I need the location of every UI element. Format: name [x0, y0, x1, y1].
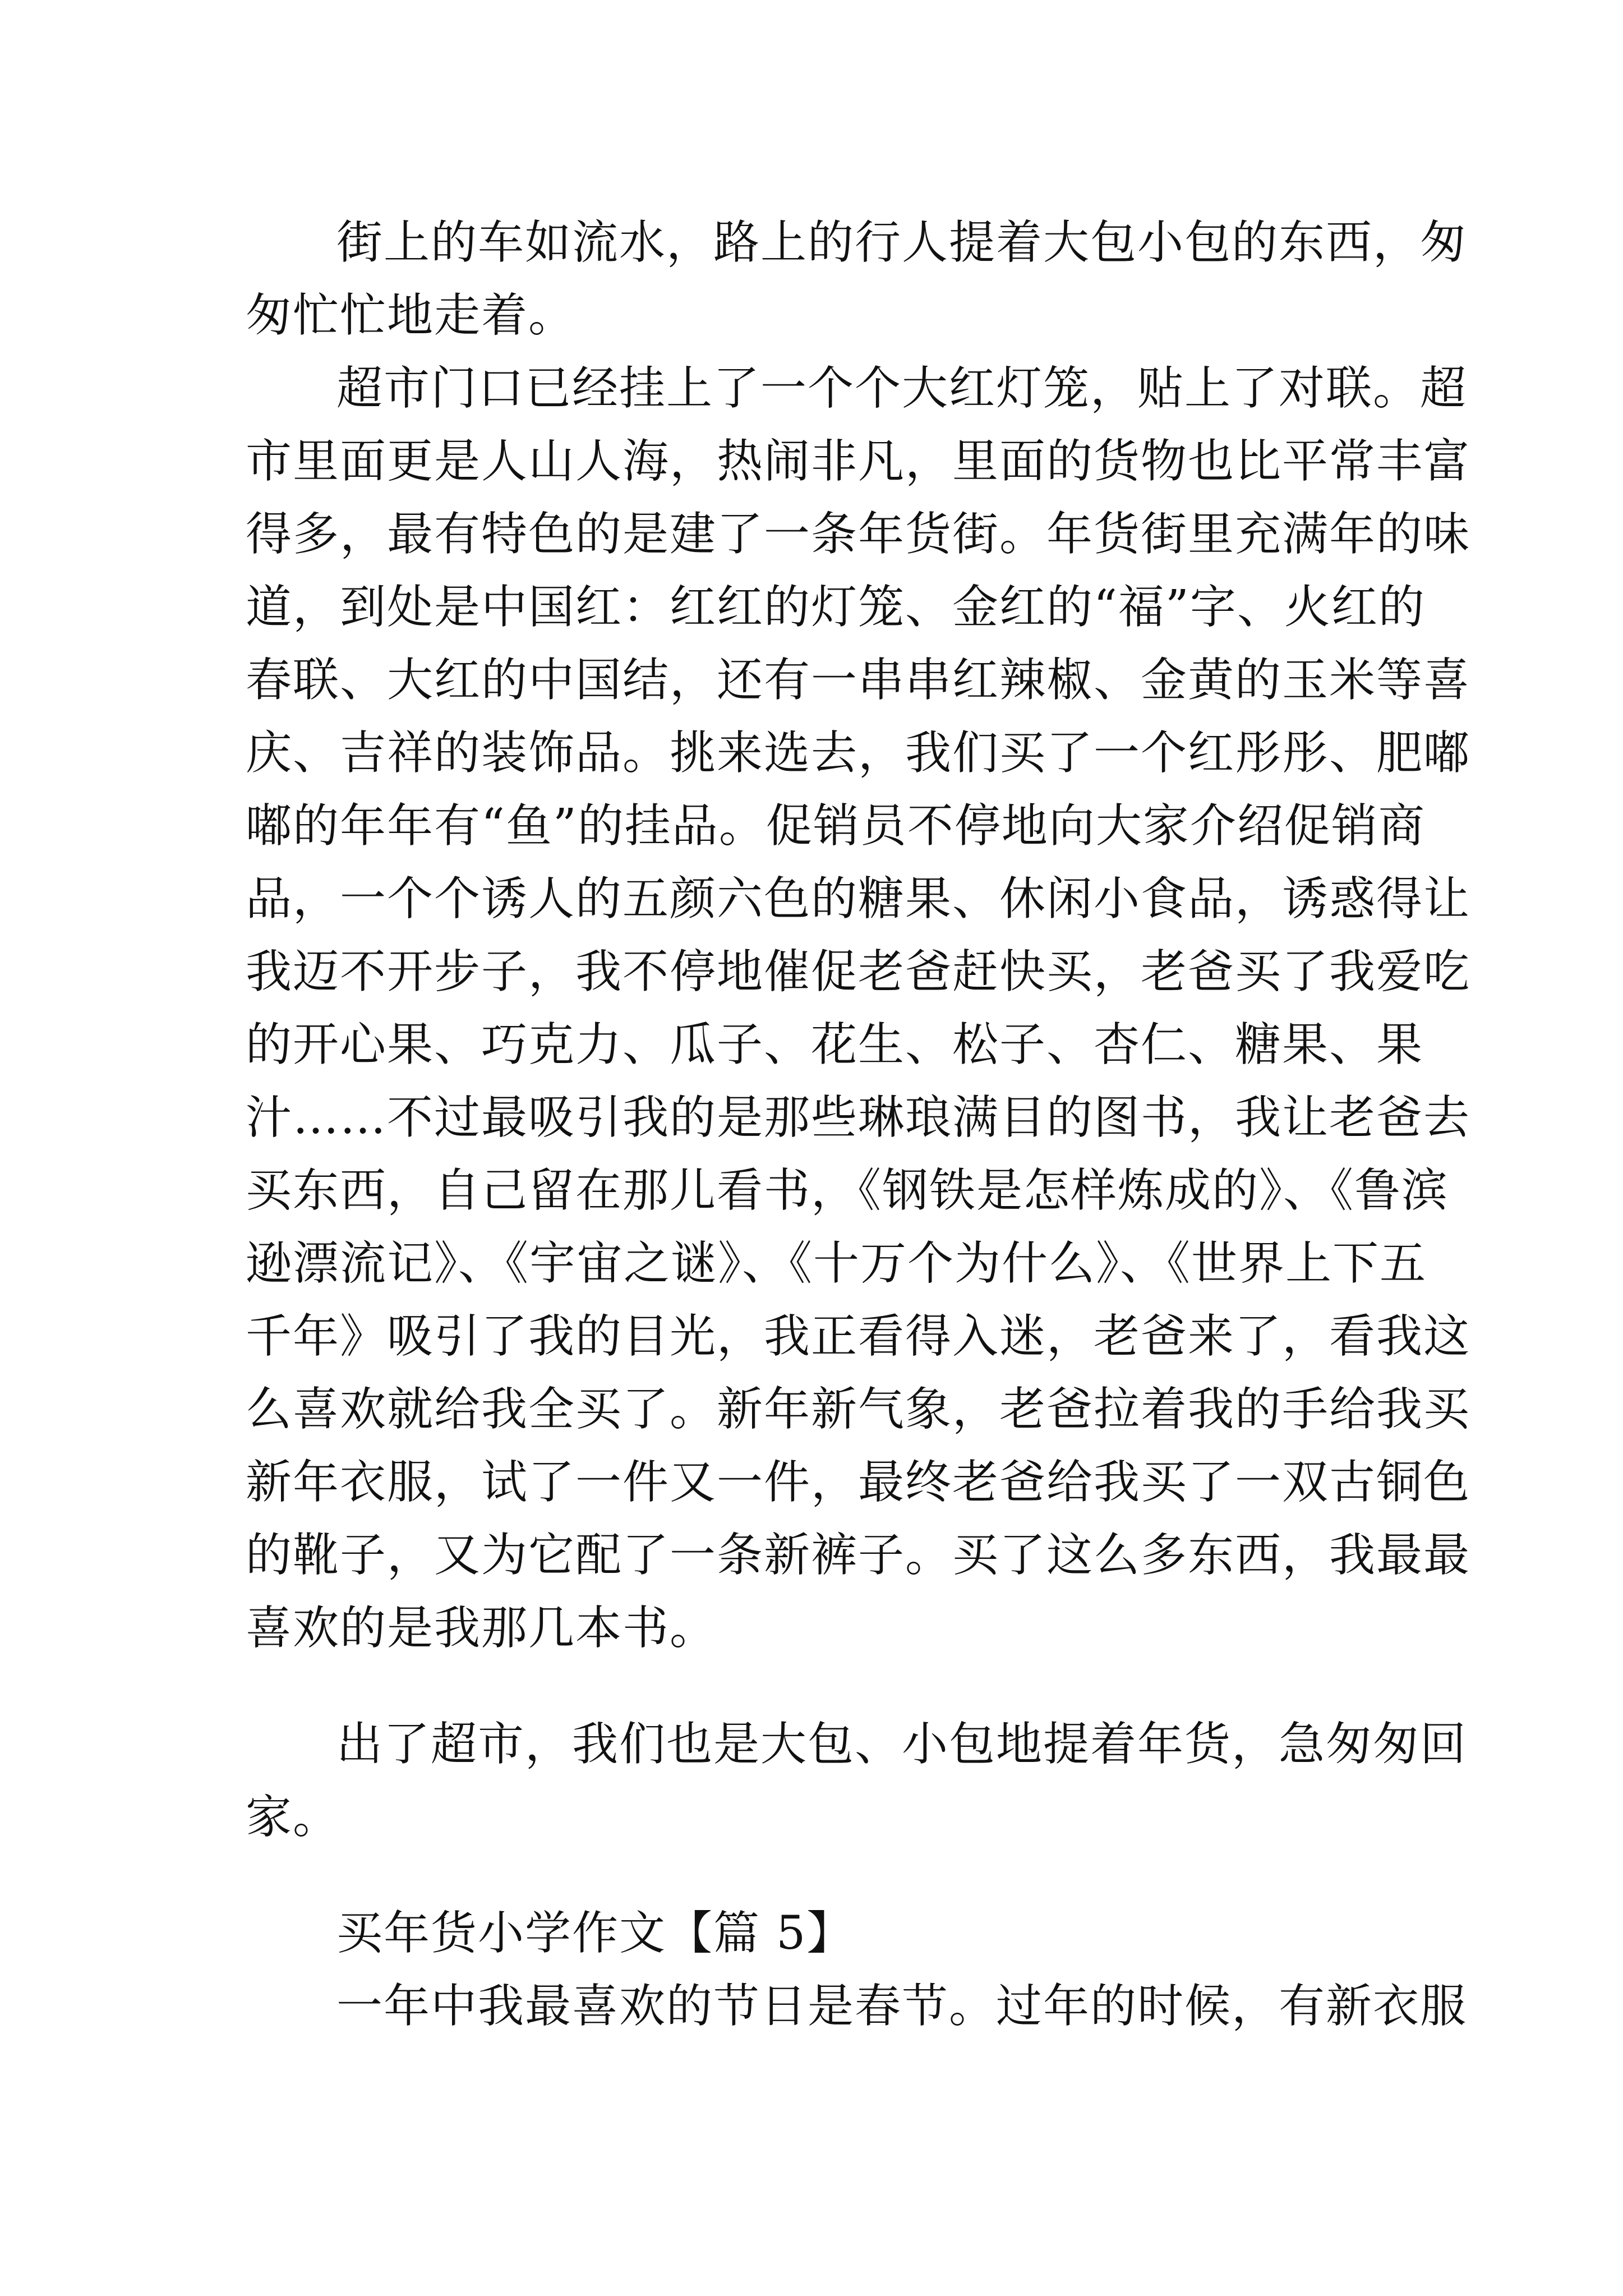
- paragraph-2-line-1: 超市门口已经挂上了一个个大红灯笼，贴上了对联。超: [336, 362, 1468, 415]
- paragraph-2-line-7: 嘟的年年有“鱼”的挂品。促销员不停地向大家介绍促销商: [246, 799, 1426, 853]
- section-heading: 买年货小学作文【篇 5】: [336, 1907, 854, 1960]
- paragraph-2-line-13: 逊漂流记》、《宇宙之谜》、《十万个为什么》、《世界上下五: [246, 1237, 1427, 1290]
- paragraph-2-line-11: 汁……不过最吸引我的是那些琳琅满目的图书，我让老爸去: [246, 1091, 1471, 1144]
- paragraph-2-line-14: 千年》吸引了我的目光，我正看得入迷，老爸来了，看我这: [246, 1310, 1471, 1363]
- paragraph-2-line-3: 得多，最有特色的是建了一条年货街。年货街里充满年的味: [246, 508, 1471, 561]
- paragraph-3-line-1: 出了超市，我们也是大包、小包地提着年货，急匆匆回: [336, 1718, 1468, 1771]
- paragraph-2-line-16: 新年衣服，试了一件又一件，最终老爸给我买了一双古铜色: [246, 1456, 1471, 1509]
- paragraph-2-line-18: 喜欢的是我那几本书。: [246, 1602, 717, 1655]
- paragraph-2-line-17: 的靴子，又为它配了一条新裤子。买了这么多东西，我最最: [246, 1529, 1471, 1582]
- paragraph-5-line-1: 一年中我最喜欢的节日是春节。过年的时候，有新衣服: [336, 1980, 1468, 2033]
- paragraph-1-line-2: 匆忙忙地走着。: [246, 289, 576, 342]
- paragraph-2-line-6: 庆、吉祥的装饰品。挑来选去，我们买了一个红彤彤、肥嘟: [246, 726, 1471, 780]
- paragraph-2-line-12: 买东西，自己留在那儿看书，《钢铁是怎样炼成的》、《鲁滨: [246, 1164, 1449, 1217]
- paragraph-2-line-4: 道，到处是中国红：红红的灯笼、金红的“福”字、火红的: [246, 581, 1426, 634]
- paragraph-2-line-10: 的开心果、巧克力、瓜子、花生、松子、杏仁、糖果、果: [246, 1018, 1424, 1071]
- paragraph-2-line-15: 么喜欢就给我全买了。新年新气象，老爸拉着我的手给我买: [246, 1383, 1471, 1436]
- paragraph-2-line-8: 品，一个个诱人的五颜六色的糖果、休闲小食品，诱惑得让: [246, 872, 1471, 926]
- paragraph-2-line-2: 市里面更是人山人海，热闹非凡，里面的货物也比平常丰富: [246, 435, 1471, 488]
- paragraph-3-line-2: 家。: [246, 1791, 340, 1844]
- paragraph-2-line-5: 春联、大红的中国结，还有一串串红辣椒、金黄的玉米等喜: [246, 654, 1471, 707]
- paragraph-2-line-9: 我迈不开步子，我不停地催促老爸赶快买，老爸买了我爱吃: [246, 945, 1471, 999]
- paragraph-1-line-1: 街上的车如流水，路上的行人提着大包小包的东西，匆: [336, 216, 1468, 269]
